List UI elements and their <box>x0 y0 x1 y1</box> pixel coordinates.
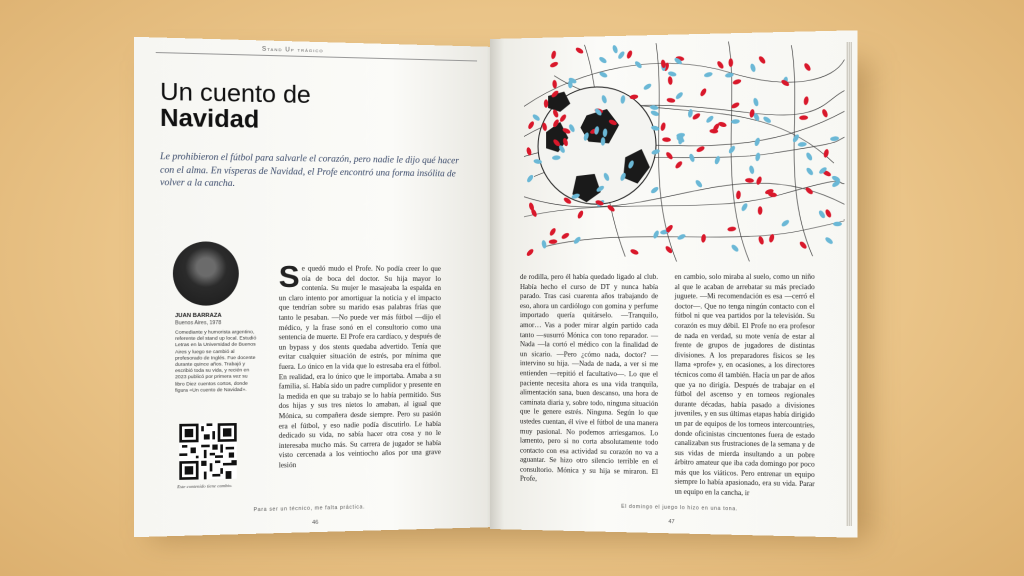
light-bulb-icon <box>699 87 707 97</box>
light-bulb-icon <box>755 176 762 186</box>
light-bulb-icon <box>803 62 812 72</box>
light-bulb-icon <box>526 174 535 183</box>
light-bulb-icon <box>688 153 695 163</box>
author-bio: Comediante y humorista argentino, referente del stand up local. Estudió Letras en la Universidad de Buenos Aires y luego se cambió al profesorado de Inglés. Fue docente durante quince años. Trabajó y escribió toda su vida, y recién en 2023 publicó por primera vez su libro Diez cuentos cortos, donde figura «Un cuento de Navidad». <box>175 330 257 394</box>
light-bulb-icon <box>541 240 547 249</box>
light-bulb-icon <box>660 122 666 131</box>
light-bulb-icon <box>667 71 677 78</box>
page-footer-left: Para ser un técnico, me falta práctica. <box>253 504 366 514</box>
right-column-2: en cambio, solo miraba al suelo, como un niño al que le acaban de arrebatar su más preciado juguete. —Mi recomendación es esa —cerró el doctor—. Que no tenga ningún contacto con el fútbol ni que vea partidos por la televisión. Su corazón es muy débil. El Profe no era profesor de nada en verdad, su mote venía de estar al frente de grupos de jugadores de distintas divisiones. A los preparadores físicos se les llama «profe» y, en ocasiones, a los directores técnicos como él también. Hacía un par de años que ya no dirigía. Después de trabajar en el fútbol del ascenso y en torneos regionales durante décadas, había pasado a divisiones juveniles, y en sus últimas etapas había dirigido un par de equipos de los torneos intercountries, donde oficinistas cincuentones fuera de estado canalizaban sus frustraciones de la semana y de sus vidas de mierda insultando a un pobre árbitro amateur que iba cada domingo por poco más que los viáticos. Pero entrenar un equipo siempre lo había apasionado, era su vida. Parar un equipo en la cancha, ir <box>674 272 815 498</box>
light-bulb-icon <box>736 190 741 199</box>
light-bulb-icon <box>714 155 721 165</box>
light-bulb-icon <box>731 119 740 124</box>
light-bulb-icon <box>727 226 736 232</box>
light-bulb-icon <box>674 160 683 169</box>
light-bulb-icon <box>696 145 706 153</box>
light-bulb-icon <box>668 76 673 85</box>
light-bulb-icon <box>626 50 633 60</box>
light-bulb-icon <box>805 152 813 162</box>
light-bulb-icon <box>833 222 842 227</box>
light-bulb-icon <box>799 115 808 120</box>
light-bulb-icon <box>526 248 535 257</box>
light-bulb-icon <box>650 186 660 195</box>
qr-code[interactable] <box>179 423 236 480</box>
light-bulb-icon <box>824 236 834 245</box>
page-footer-right: El domingo el juego lo hizo en una tona. <box>621 503 738 513</box>
light-bulb-icon <box>745 178 754 183</box>
light-bulb-icon <box>612 44 619 53</box>
section-header: Stand Up trágico <box>261 46 324 55</box>
light-bulb-icon <box>798 142 807 147</box>
light-bulb-icon <box>748 165 754 174</box>
light-bulb-icon <box>728 58 733 67</box>
article-title <box>160 79 311 134</box>
light-bulb-icon <box>752 97 759 107</box>
light-bulb-icon <box>824 209 832 219</box>
light-bulb-icon <box>575 46 585 54</box>
light-bulb-icon <box>798 240 807 249</box>
light-bulb-icon <box>662 137 671 142</box>
light-bulb-icon <box>780 219 790 228</box>
light-bulb-icon <box>630 248 640 255</box>
light-bulb-icon <box>705 115 715 124</box>
light-bulb-icon <box>650 110 660 117</box>
light-bulb-icon <box>821 108 829 118</box>
light-bulb-icon <box>716 60 725 70</box>
page-number-left: 46 <box>312 519 319 527</box>
light-bulb-icon <box>717 121 727 128</box>
light-bulb-icon <box>728 145 737 155</box>
light-bulb-icon <box>725 72 734 78</box>
light-bulb-icon <box>544 99 549 108</box>
author-name: JUAN BARRAZA <box>175 312 222 320</box>
light-bulb-icon <box>740 202 748 212</box>
light-bulb-icon <box>758 55 767 65</box>
light-bulb-icon <box>561 232 571 240</box>
light-bulb-icon <box>818 209 827 219</box>
light-bulb-icon <box>617 50 626 60</box>
light-bulb-icon <box>532 113 541 122</box>
light-bulb-icon <box>643 82 653 90</box>
light-bulb-icon <box>758 236 765 246</box>
light-bulb-icon <box>694 179 703 188</box>
article-deck: Le prohibieron el fútbol para salvarle el corazón, pero nadie le dijo qué hacer con el alma. En vísperas de Navidad, el Profe encontró una forma insólita de volver a la cancha. <box>160 150 459 189</box>
light-bulb-icon <box>792 133 801 143</box>
page-stack-edge <box>846 42 852 526</box>
title-line-1: Un cuento de <box>160 78 311 110</box>
football-christmas-lights-illustration <box>524 39 845 262</box>
light-bulb-icon <box>652 230 660 240</box>
qr-caption: Este contenido tiene cambio. <box>177 482 233 490</box>
light-bulb-icon <box>701 234 707 243</box>
light-bulb-icon <box>754 137 761 147</box>
light-bulb-icon <box>665 151 674 160</box>
drop-cap: S <box>278 260 300 295</box>
light-bulb-icon <box>755 152 761 161</box>
light-bulb-icon <box>692 112 702 121</box>
light-bulb-icon <box>549 239 558 244</box>
right-column-1: de rodilla, pero él había quedado ligado al club. Había hecho el curso de DT y nunca había parado. Tras casi cuarenta años trabajando de eso, ahora un cardiólogo con gomina y perfume importado quería quitárselo. —Tranquilo, amor… Vas a poder mirar algún partido cada tanto —susurró Mónica con tono reparador. —Nada —la cortó el médico con la finalidad de un sicario. —Pero ¿cómo nada, doctor? —intervino su hija. —Nada de nada, a ver si me entienden —repitió el facultativo—. Lo que el paciente necesita ahora es una vida tranquila, alimentación sana, buen descanso, una hora de caminata diaria y, sobre todo, ninguna situación que le genere estrés. Ninguna. Según lo que ustedes cuentan, él vive el fútbol de una manera muy pasional. No podemos arriesgarnos. Lo lamento, pero si no corta absolutamente todo contacto con esa actividad su corazón no va a aguantar. Se hizo otro silencio terrible en el consultorio. Mónica y su hija se miraron. El Profe, <box>519 272 659 484</box>
right-page <box>490 30 857 537</box>
author-photo <box>173 241 239 305</box>
light-bulb-icon <box>549 227 557 237</box>
light-bulb-icon <box>762 115 772 124</box>
light-bulb-icon <box>551 50 557 59</box>
light-bulb-icon <box>675 91 684 100</box>
page-number-right: 47 <box>668 519 675 526</box>
light-bulb-icon <box>805 167 814 177</box>
light-bulb-icon <box>598 56 608 65</box>
title-line-2: Navidad <box>160 104 260 134</box>
light-bulb-icon <box>704 71 714 78</box>
article-body-text: e quedó mudo el Profe. No podía creer lo que oía de boca del doctor. Su hija mayor lo contenía. Su mujer le masajeaba la espalda en un claro intento por amortiguar la noticia y el impacto que tendrían sobre su marido esas palabras frías que tanto le pesaban. —No puede ver más fútbol —dijo el médico, y la frase sonó en el consultorio como una sentencia de muerte. El Profe era cardíaco, y después de un bypass y dos stents quedaba advertido. Tenía que evitar cualquier situación de estrés, por mínima que fuera. Lo único en la vida que lo estresaba era el fútbol. En realidad, era lo único que le importaba. Amaba a su familia, sí. Había sido un padre cumplidor y presente en la medida en que su trabajo se lo había permitido. Sus dos hijas y sus tres nietos lo amaban, al igual que Mónica, su compañera desde siempre. Pero su pasión era el fútbol, y eso nadie podía discutirlo. Le había dedicado su vida, no sabía hacer otra cosa y no le interesaba mucho más. Su carrera de jugador se había visto cercenada a los veintiocho años por una grave lesión <box>278 264 441 470</box>
left-page <box>134 37 497 537</box>
light-bulb-icon <box>758 206 763 215</box>
light-bulb-icon <box>823 149 830 158</box>
light-bulb-icon <box>552 80 557 89</box>
light-bulb-icon <box>666 97 675 103</box>
light-bulb-icon <box>677 233 687 241</box>
soccer-ball-icon <box>538 86 656 205</box>
light-bulb-icon <box>730 244 739 253</box>
light-bulb-icon <box>803 96 809 105</box>
light-bulb-icon <box>527 120 535 130</box>
light-bulb-icon <box>577 210 585 220</box>
article-body-column <box>278 260 441 471</box>
light-bulb-icon <box>749 63 756 73</box>
author-place: Buenos Aires, 1978 <box>175 320 222 327</box>
light-bulb-icon <box>549 61 559 69</box>
light-bulb-icon <box>732 78 742 85</box>
